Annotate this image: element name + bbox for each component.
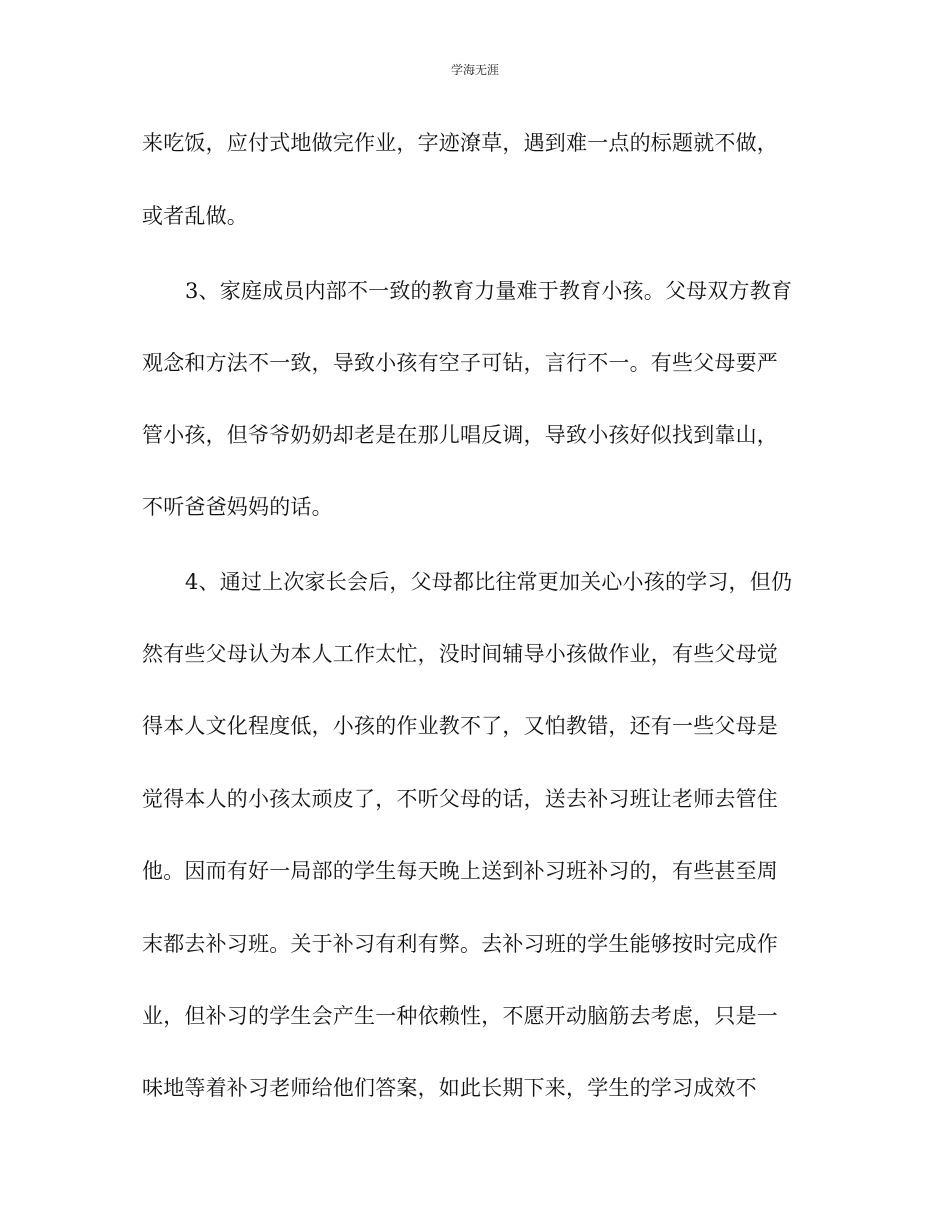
body-line: 观念和方法不一致，导致小孩有空子可钻，言行不一。有些父母要严 (142, 351, 778, 375)
paragraph-3-start: 3、家庭成员内部不一致的教育力量难于教育小孩。父母双方教育 (185, 279, 793, 303)
body-line: 他。因而有好一局部的学生每天晚上送到补习班补习的，有些甚至周 (142, 859, 778, 883)
body-line: 业，但补习的学生会产生一种依赖性，不愿开动脑筋去考虑，只是一 (142, 1004, 778, 1028)
body-line: 管小孩，但爷爷奶奶却老是在那儿唱反调，导致小孩好似找到靠山， (142, 423, 778, 447)
paragraph-4-start: 4、通过上次家长会后，父母都比往常更加关心小孩的学习，但仍 (185, 570, 793, 594)
page-header: 学海无涯 (450, 63, 499, 77)
body-line: 得本人文化程度低，小孩的作业教不了，又怕教错，还有一些父母是 (142, 714, 778, 738)
body-line: 不听爸爸妈妈的话。 (142, 495, 333, 519)
body-line: 来吃饭，应付式地做完作业，字迹潦草，遇到难一点的标题就不做， (142, 131, 778, 155)
body-line: 觉得本人的小孩太顽皮了，不听父母的话，送去补习班让老师去管住 (142, 787, 778, 811)
body-line: 或者乱做。 (142, 204, 248, 228)
body-line: 然有些父母认为本人工作太忙，没时间辅导小孩做作业，有些父母觉 (142, 642, 778, 666)
body-line: 味地等着补习老师给他们答案，如此长期下来，学生的学习成效不 (142, 1076, 757, 1100)
body-line: 末都去补习班。关于补习有利有弊。去补习班的学生能够按时完成作 (142, 932, 778, 956)
